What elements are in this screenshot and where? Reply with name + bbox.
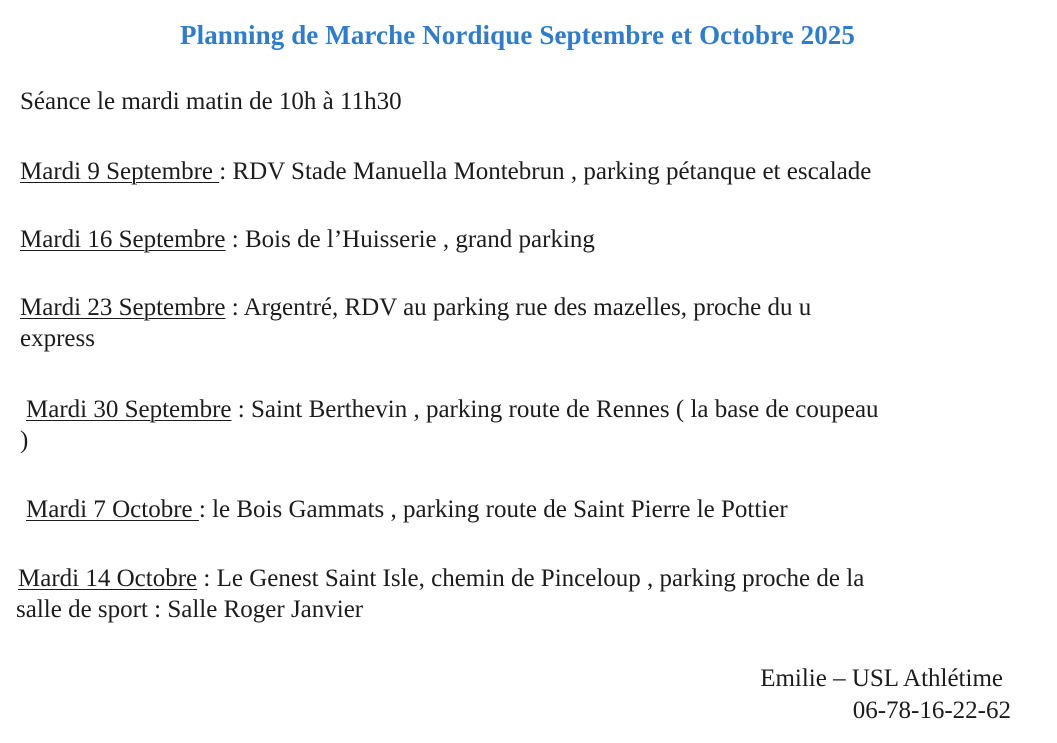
session-separator: :: [225, 294, 244, 321]
session-location: RDV Stade Manuella Montebrun , parking pétanque et escalade: [232, 158, 872, 185]
signature-block: [760, 663, 1011, 727]
session-date: Mardi 9 Septembre: [20, 158, 220, 185]
session-date: Mardi 7 Octobre: [26, 496, 199, 523]
session-separator: :: [231, 396, 251, 423]
session-separator: :: [225, 226, 245, 253]
session-entry-6: [18, 563, 1008, 625]
session-location-continued: express: [20, 325, 95, 352]
session-location-continued: ): [20, 427, 29, 454]
session-location: le Bois Gammats , parking route de Saint Pierre le Pottier: [212, 496, 788, 523]
page-title: Planning de Marche Nordique Septembre et Octobre 2025: [180, 20, 855, 50]
session-date: Mardi 14 Octobre: [18, 565, 198, 592]
session-separator: :: [219, 158, 233, 185]
session-location: Le Genest Saint Isle, chemin de Pinceloup , parking proche de la: [216, 565, 865, 592]
session-separator: :: [198, 496, 213, 523]
session-location: Saint Berthevin , parking route de Rennes ( la base de coupeau: [250, 396, 879, 423]
session-location: Bois de l’Huisserie , grand parking: [244, 226, 595, 253]
session-date: Mardi 23 Septembre: [20, 294, 226, 321]
session-schedule-intro: Séance le mardi matin de 10h à 11h30: [20, 88, 402, 115]
signature-phone: 06-78-16-22-62: [852, 697, 1011, 724]
session-location-continued: salle de sport : Salle Roger Janvier: [16, 596, 364, 623]
session-entry-3: [20, 292, 960, 354]
session-date: Mardi 30 Septembre: [26, 396, 232, 423]
session-entry-4: [20, 394, 1026, 456]
session-entry-1: [20, 156, 1030, 187]
session-location: Argentré, RDV au parking rue des mazelles, proche du u: [243, 294, 812, 321]
signature-name: Emilie – USL Athlétime: [760, 665, 1003, 692]
session-separator: :: [197, 565, 217, 592]
session-date: Mardi 16 Septembre: [20, 226, 226, 253]
session-entry-5: [26, 494, 1036, 525]
session-entry-2: [20, 224, 1030, 255]
